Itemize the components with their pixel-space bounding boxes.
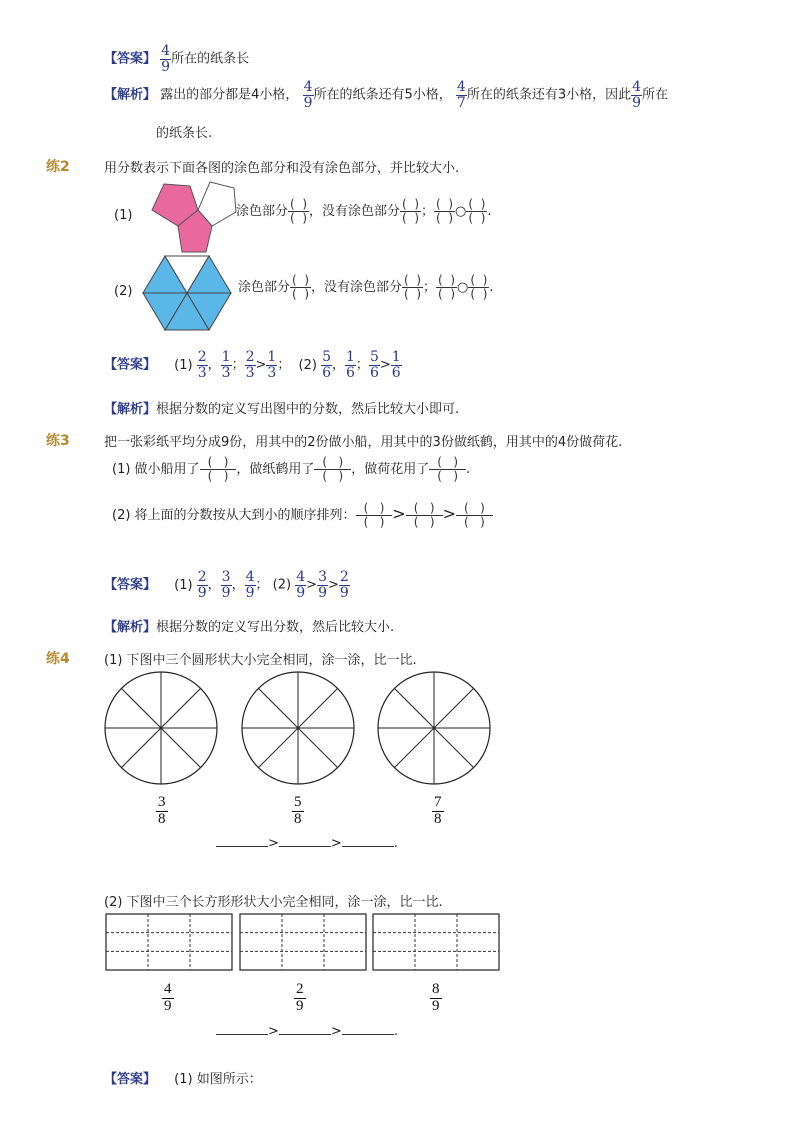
fraction: $\frac{4}{9}$ bbox=[303, 79, 313, 111]
fraction: $\frac{4}{9}$ bbox=[632, 79, 642, 111]
analysis-label: 【解析】 bbox=[104, 402, 157, 417]
top-analysis-line bbox=[104, 80, 668, 110]
answer-blank-fraction[interactable]: ( ) ( ) bbox=[429, 456, 466, 483]
shaded-label: 涂色部分 bbox=[238, 280, 291, 296]
top-answer-line bbox=[104, 44, 249, 74]
answer-blank-fraction[interactable]: ( ) ( ) bbox=[292, 273, 310, 302]
fraction: $\frac{2}{9}$ bbox=[197, 569, 207, 601]
fraction: $\frac{2}{3}$ bbox=[245, 349, 255, 381]
answer-blank-fraction[interactable]: ( ) ( ) bbox=[470, 273, 488, 302]
rect-fraction: 2 9 bbox=[296, 981, 304, 1014]
analysis-text: 所在的纸条还有5小格， bbox=[313, 87, 452, 103]
answer-blank[interactable] bbox=[216, 836, 268, 847]
exercise-question: (2) 下图中三个长方形形状大小完全相同，涂一涂，比一比. bbox=[104, 895, 443, 910]
analysis-label: 【解析】 bbox=[104, 87, 157, 103]
answer-blank-fraction[interactable]: ( ) ( ) bbox=[314, 456, 351, 483]
rect-fraction: 4 9 bbox=[164, 981, 172, 1014]
rectangle-1[interactable] bbox=[106, 914, 232, 970]
answer-text: 所在的纸条长 bbox=[171, 51, 250, 67]
compare-circle[interactable]: ○ bbox=[457, 280, 469, 296]
answer-label: 【答案】 bbox=[104, 1072, 157, 1087]
analysis-text: 所在的纸条还有3小格，因此 bbox=[466, 87, 632, 103]
unshaded-label: ，没有涂色部分 bbox=[309, 204, 401, 220]
fraction: $\frac{3}{9}$ bbox=[221, 569, 231, 601]
answer-blank-fraction[interactable]: ( ) ( ) bbox=[404, 273, 422, 302]
exercise-number: 练3 bbox=[46, 433, 70, 449]
fraction: $\frac{5}{6}$ bbox=[322, 349, 331, 381]
analysis-text: 露出的部分都是4小格， bbox=[160, 87, 299, 103]
circle-fraction: 5 8 bbox=[294, 794, 302, 827]
circles-figure bbox=[104, 670, 500, 790]
exercise-number: 练4 bbox=[46, 651, 70, 667]
answer-blank-fraction[interactable]: ( ) ( ) bbox=[436, 197, 454, 226]
fraction: $\frac{4}{7}$ bbox=[456, 79, 466, 111]
answer-blank-fraction[interactable]: ( ) ( ) bbox=[456, 502, 493, 529]
shaded-label: 涂色部分 bbox=[236, 204, 289, 220]
answer-blank[interactable] bbox=[342, 836, 394, 847]
fraction: $\frac{5}{6}$ bbox=[369, 349, 379, 381]
answer-blank[interactable] bbox=[279, 836, 331, 847]
fraction: $\frac{4}{9}$ bbox=[161, 43, 171, 75]
answer-blank-fraction[interactable]: ( ) ( ) bbox=[356, 502, 393, 529]
ex3-q2: (2) 将上面的分数按从大到小的顺序排列： ( ) ( ) > ( ) ( ) > ( ) ( ) bbox=[112, 502, 493, 529]
ex2-answer: 【答案】 (1) $\frac{2}{3}$ ， $\frac{1}{3}$ ； $\frac{2}{3}$ > $\frac{1}{3}$ ； (2) $\frac{5}{6}$ ， $\frac{1}{6}$ ； $\frac{5}{6}$ > $\frac{1}{6}$ bbox=[104, 349, 401, 381]
unshaded-label: ，没有涂色部分 bbox=[311, 280, 403, 296]
answer-blank[interactable] bbox=[216, 1024, 268, 1035]
circle-fraction: 7 8 bbox=[434, 794, 442, 827]
answer-blank-fraction[interactable]: ( ) ( ) bbox=[290, 197, 308, 226]
exercise-question: 把一张彩纸平均分成9份，用其中的2份做小船，用其中的3份做纸鹤，用其中的4份做荷花. bbox=[104, 435, 623, 450]
ex3-q1: (1) 做小船用了 ( ) ( ) ，做纸鹤用了 ( ) ( ) ，做荷花用了 ( ) ( ) . bbox=[112, 455, 471, 484]
rect-fraction: 8 9 bbox=[432, 981, 440, 1014]
answer-blank-fraction[interactable]: ( ) ( ) bbox=[468, 197, 486, 226]
ex2-analysis bbox=[104, 398, 459, 417]
answer-label: 【答案】 bbox=[104, 577, 157, 593]
analysis-text: 根据分数的定义写出分数，然后比较大小. bbox=[156, 620, 395, 635]
answer-label: 【答案】 bbox=[104, 357, 157, 373]
ex3-answer: 【答案】 (1) $\frac{2}{9}$ ， $\frac{3}{9}$ ， $\frac{4}{9}$ ； (2) $\frac{4}{9}$ > $\frac{3}{9}$ > $\frac{2}{9}$ bbox=[104, 569, 349, 601]
compare-blanks-2: > > . bbox=[216, 1024, 398, 1039]
rectangle-3[interactable] bbox=[373, 914, 499, 970]
fraction: $\frac{1}{6}$ bbox=[346, 349, 355, 381]
exercise-question: (1) 下图中三个圆形状大小完全相同，涂一涂，比一比. bbox=[104, 653, 417, 668]
fraction: $\frac{4}{9}$ bbox=[296, 569, 306, 601]
analysis-label: 【解析】 bbox=[104, 620, 157, 635]
answer-blank-fraction[interactable]: ( ) ( ) bbox=[402, 197, 420, 226]
fraction: $\frac{2}{3}$ bbox=[197, 349, 207, 381]
rectangles-figure bbox=[104, 912, 504, 974]
exercise-question: 用分数表示下面各图的涂色部分和没有涂色部分，并比较大小. bbox=[104, 161, 460, 176]
answer-blank-fraction[interactable]: ( ) ( ) bbox=[406, 502, 443, 529]
item-label: (2) bbox=[114, 284, 133, 299]
answer-blank-fraction[interactable]: ( ) ( ) bbox=[200, 456, 237, 483]
fraction: $\frac{3}{9}$ bbox=[318, 569, 327, 601]
ex4-answer: 【答案】 (1) 如图所示： bbox=[104, 1072, 262, 1087]
answer-blank-fraction[interactable]: ( ) ( ) bbox=[438, 273, 456, 302]
exercise-number: 练2 bbox=[46, 159, 70, 175]
fraction: $\frac{2}{9}$ bbox=[339, 569, 349, 601]
compare-blanks-1: > > . bbox=[216, 836, 398, 851]
answer-blank[interactable] bbox=[342, 1024, 394, 1035]
hexagon-figure bbox=[142, 254, 232, 332]
fraction: $\frac{1}{6}$ bbox=[391, 349, 401, 381]
compare-circle[interactable]: ○ bbox=[455, 204, 467, 220]
fraction: $\frac{1}{3}$ bbox=[221, 349, 231, 381]
fraction: $\frac{4}{9}$ bbox=[245, 569, 255, 601]
answer-blank[interactable] bbox=[279, 1024, 331, 1035]
analysis-text: 根据分数的定义写出图中的分数，然后比较大小即可. bbox=[156, 402, 460, 417]
ex2-line2: 涂色部分 ( ) ( ) ，没有涂色部分 ( ) ( ) ； ( ) ( ) ○ ( ) ( ) . bbox=[238, 273, 494, 302]
circle-fraction: 3 8 bbox=[158, 794, 166, 827]
rectangle-2[interactable] bbox=[240, 914, 366, 970]
item-label: (1) bbox=[114, 208, 133, 223]
analysis-text: 所在 bbox=[642, 87, 669, 103]
analysis-continuation: 的纸条长. bbox=[156, 126, 213, 141]
answer-label: 【答案】 bbox=[104, 51, 157, 67]
pentagon-figure bbox=[138, 180, 238, 260]
ex2-line1: 涂色部分 ( ) ( ) ，没有涂色部分 ( ) ( ) ； ( ) ( ) ○ ( ) ( ) . bbox=[236, 197, 492, 226]
fraction: $\frac{1}{3}$ bbox=[267, 349, 277, 381]
ex3-analysis bbox=[104, 616, 394, 635]
